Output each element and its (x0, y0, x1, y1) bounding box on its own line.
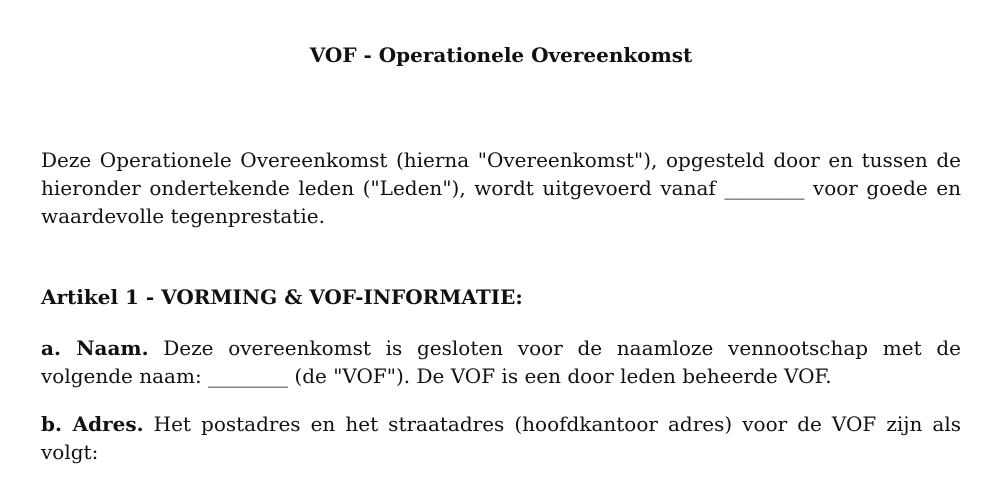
clause-a-lead: a. Naam. (41, 336, 149, 360)
clause-a-name (41, 334, 961, 390)
clause-b-address (41, 410, 961, 466)
clause-b-lead: b. Adres. (41, 412, 144, 436)
clause-b-text: Het postadres en het straatadres (hoofdkantoor adres) voor de VOF zijn als volgt: (41, 412, 961, 464)
clause-a-text: Deze overeenkomst is gesloten voor de naamloze vennootschap met de volgende naam: ________ (de "VOF"). De VOF is een door leden beheerde VOF. (41, 336, 961, 388)
intro-paragraph: Deze Operationele Overeenkomst (hierna "Overeenkomst"), opgesteld door en tussen de hieronder ondertekende leden ("Leden"), wordt uitgevoerd vanaf ________ voor goede en waardevolle tegenprestatie. (41, 148, 961, 228)
article-1-heading: Artikel 1 - VORMING & VOF-INFORMATIE: (41, 285, 523, 309)
document-title: VOF - Operationele Overeenkomst (309, 43, 693, 67)
